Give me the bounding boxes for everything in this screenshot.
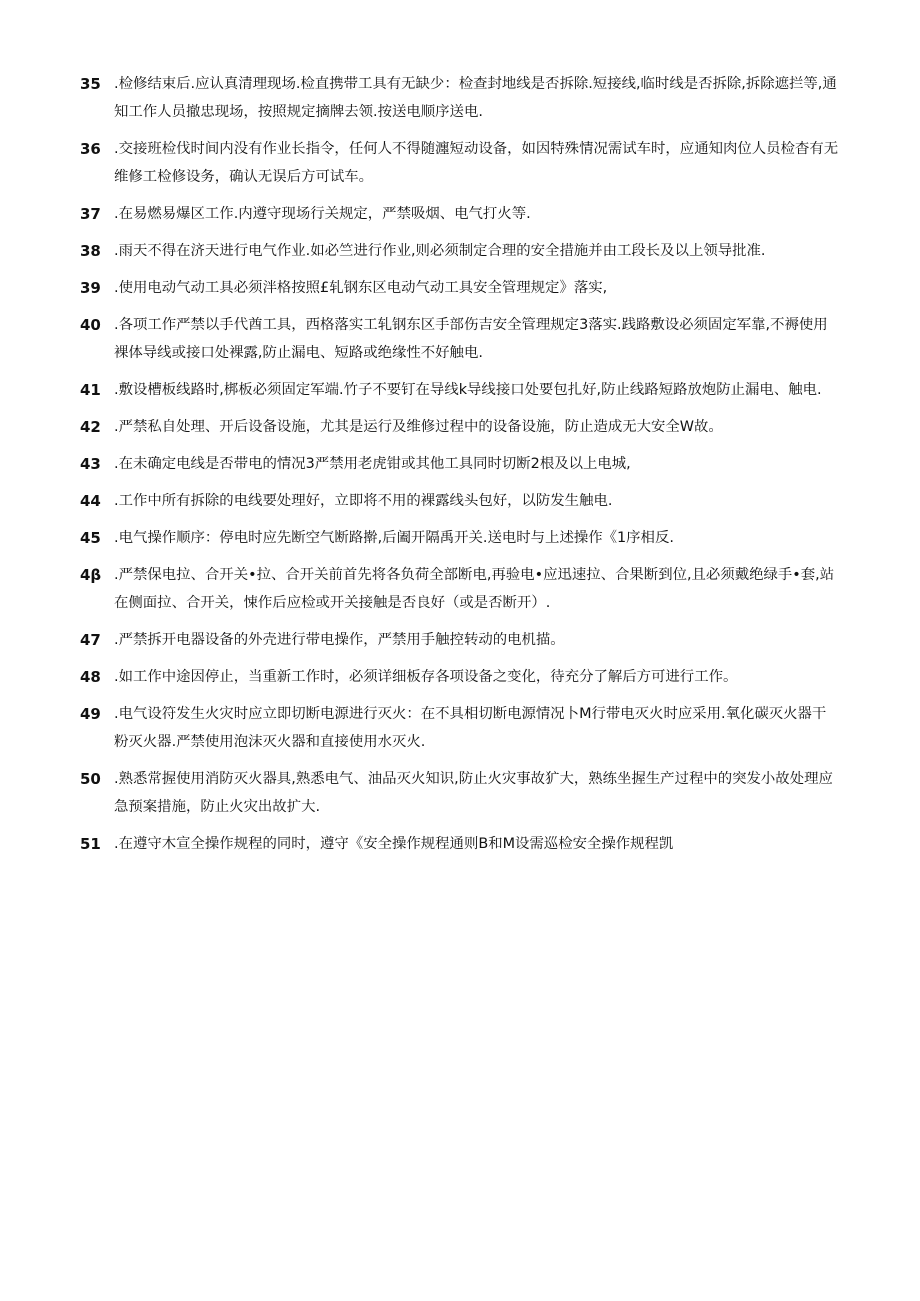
item-text: .电气操作顺序：停电时应先断空气断路擀,后阖开隔禹开关.送电时与上述操作《1序相反. xyxy=(114,530,674,546)
list-item xyxy=(80,700,840,756)
item-number: 37 xyxy=(80,205,101,223)
item-number: 36 xyxy=(80,140,101,158)
item-number: 40 xyxy=(80,316,101,334)
list-item xyxy=(80,70,840,126)
item-number: 42 xyxy=(80,418,101,436)
item-number: 50 xyxy=(80,770,101,788)
item-text: .在易燃易爆区工作.内遵守现场行关规定，严禁吸烟、电气打火等. xyxy=(114,206,531,222)
list-item xyxy=(80,487,840,515)
list-item xyxy=(80,765,840,821)
list-item xyxy=(80,450,840,478)
item-text: .工作中所有拆除的电线要处理好，立即将不用的裸露线头包好，以防发生触电. xyxy=(114,493,613,509)
list-item xyxy=(80,413,840,441)
item-text: .检修结束后.应认真清理现场.检直携带工具有无缺少：检查封地线是否拆除.短接线,临时线是否拆除,拆除遮拦等,通知工作人员撤忠现场，按照规定摘牌去领.按送电顺序送电. xyxy=(114,76,837,120)
item-number: 48 xyxy=(80,668,101,686)
list-item xyxy=(80,200,840,228)
list-item xyxy=(80,311,840,367)
item-text: .如工作中途因停止，当重新工作时，必须详细板存各项设备之变化，待充分了解后方可进行工作。 xyxy=(114,669,738,685)
item-text: .熟悉常握使用消防灭火器具,熟悉电气、油品灭火知识,防止火灾事故犷大，熟练坐握生产过程中的突发小故处理应急预案措施，防止火灾出故扩大. xyxy=(114,771,833,815)
item-text: .使用电动气动工具必须泮格按照£轧钢东区电动气动工具安全管理规定》落实, xyxy=(114,280,608,296)
item-number: 4β xyxy=(80,566,102,584)
safety-rules-list xyxy=(80,70,840,867)
item-number: 44 xyxy=(80,492,101,510)
list-item xyxy=(80,237,840,265)
item-number: 39 xyxy=(80,279,101,297)
item-text: .电气设符发生火灾时应立即切断电源进行灭火：在不具相切断电源情况卜M行带电灭火时应采用.氧化碳灭火器干粉灭火器.严禁使用泡沫灭火器和直接使用水灭火. xyxy=(114,706,827,750)
item-text: .在未确定电线是否带电的情况3严禁用老虎钳或其他工具同时切断2根及以上电城, xyxy=(114,456,631,472)
item-text: .严禁拆开电器设备的外壳进行带电操作，严禁用手触控转动的电机描。 xyxy=(114,632,565,648)
list-item xyxy=(80,524,840,552)
list-item xyxy=(80,626,840,654)
list-item xyxy=(80,830,840,858)
item-number: 41 xyxy=(80,381,101,399)
item-number: 43 xyxy=(80,455,101,473)
item-text: .交接班检伐时间内没有作业长指令，任何人不得随瀍短动设备，如因特殊情况需试车时，应通知肉位人员检杳有无维修工检修设务，确认无误后方可试车。 xyxy=(114,141,839,185)
list-item xyxy=(80,274,840,302)
item-number: 35 xyxy=(80,75,101,93)
item-number: 51 xyxy=(80,835,101,853)
item-text: .严禁私自处理、开后设备设施，尤其是运行及维修过程中的设备设施，防止造成无大安全W故。 xyxy=(114,419,723,435)
item-number: 47 xyxy=(80,631,101,649)
list-item xyxy=(80,561,840,617)
item-number: 49 xyxy=(80,705,101,723)
item-number: 38 xyxy=(80,242,101,260)
item-text: .雨天不得在济天进行电气作业.如必竺进行作业,则必须制定合理的安全措施并由工段长及以上领导批准. xyxy=(114,243,766,259)
list-item xyxy=(80,376,840,404)
item-text: .严禁保电拉、合开关•拉、合开关前首先将各负荷全部断电,再验电•应迅速拉、合果断到位,且必须戴绝绿手•套,站在侧面拉、合开关，悚作后应检或开关接触是否良好（或是否断开）. xyxy=(114,567,835,611)
item-text: .在遵守木宣全操作规程的同时，遵守《安全操作规程通则B和M设需巡检安全操作规程凯 xyxy=(114,836,674,852)
item-text: .敷设槽板线路时,梆板必须固定军端.竹子不要钉在导线k导线接口处要包扎好,防止线路短路放炮防止漏电、触电. xyxy=(114,382,822,398)
list-item xyxy=(80,663,840,691)
list-item xyxy=(80,135,840,191)
item-text: .各项工作严禁以手代酋工具，西格落实工轧钢东区手部伤吉安全管理规定3落实.践路敷设必须固定军靠,不褥使用裸体导线或接口处裸露,防止漏电、短路或绝缘性不好触电. xyxy=(114,317,828,361)
item-number: 45 xyxy=(80,529,101,547)
